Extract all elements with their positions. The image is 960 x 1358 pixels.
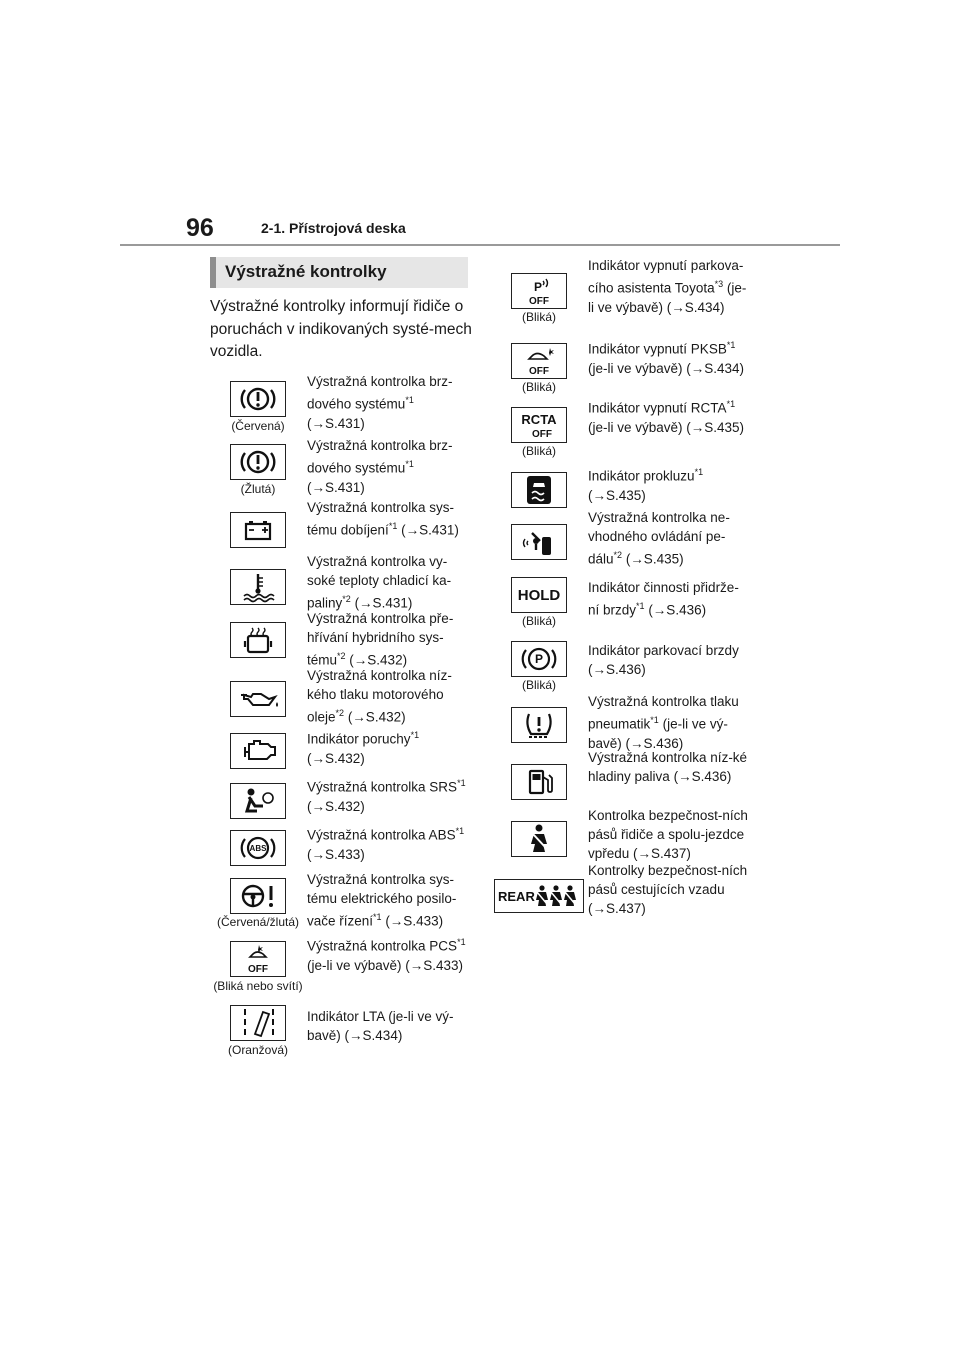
warning-description: Výstražná kontrolka ABS$^{*1}$ (→S.433) xyxy=(307,826,465,862)
svg-text:ABS: ABS xyxy=(249,844,267,853)
section-title: 2-1. Přístrojová deska xyxy=(261,220,406,236)
check-engine-icon xyxy=(230,733,286,769)
warning-description: Výstražná kontrolka PCS$^{*1}$ (je-li ve výbavě) (→S.433) xyxy=(307,937,466,973)
warning-description: Výstražná kontrolka níz-kého tlaku motorového oleje$^{*2}$ (→S.432) xyxy=(307,668,452,725)
parking-brake-icon xyxy=(511,641,567,677)
warning-description: Indikátor vypnutí PKSB$^{*1}$ (je-li ve výbavě) (→S.434) xyxy=(588,340,745,376)
svg-text:REAR: REAR xyxy=(498,889,535,904)
warning-description: Výstražná kontrolka pře-hřívání hybridního sys-tému$^{*2}$ (→S.432) xyxy=(307,611,454,668)
warning-description: Kontrolka bezpečnost-ních pásů řidiče a spolu-jezdce vpředu (→S.437) xyxy=(588,808,748,861)
icon-caption: (Žlutá) xyxy=(240,482,276,496)
warning-description: Výstražná kontrolka níz-ké hladiny paliva (→S.436) xyxy=(588,750,748,784)
warning-description: Výstražná kontrolka vy-soké teploty chladicí ka-paliny$^{*2}$ (→S.431) xyxy=(307,554,452,611)
power-steering-icon xyxy=(230,878,286,914)
seatbelt-front-icon xyxy=(511,821,567,857)
section-heading xyxy=(210,257,468,288)
tire-pressure-icon xyxy=(511,707,567,743)
icon-caption: (Bliká) xyxy=(521,380,556,394)
warning-description: Výstražná kontrolka brz-dového systému$^{*1}$ (→S.431) xyxy=(307,374,453,431)
warning-description: Výstražná kontrolka SRS$^{*1}$ (→S.432) xyxy=(307,778,466,814)
icon-caption: (Bliká nebo svítí) xyxy=(213,979,303,993)
warning-description: Indikátor poruchy$^{*1}$ (→S.432) xyxy=(307,730,420,766)
warning-description: Indikátor vypnutí RCTA$^{*1}$ (je-li ve výbavě) (→S.435) xyxy=(588,399,745,435)
coolant-temperature-icon xyxy=(230,569,286,605)
icon-caption: (Červená/žlutá) xyxy=(216,915,300,929)
warning-description: Výstražná kontrolka tlaku pneumatik$^{*1}$ (je-li ve vý-bavě) (→S.436) xyxy=(588,694,739,751)
seatbelt-rear-icon xyxy=(494,879,584,913)
icon-caption: (Bliká) xyxy=(521,444,556,458)
warning-description: Výstražná kontrolka brz-dového systému$^{*1}$ (→S.431) xyxy=(307,438,453,495)
svg-text:RCTA: RCTA xyxy=(521,412,557,427)
brake-hold-icon xyxy=(511,577,567,613)
brake-warning-icon xyxy=(230,381,286,417)
pksb-off-icon xyxy=(511,343,567,379)
heading-text: Výstražné kontrolky xyxy=(225,262,387,281)
fuel-icon xyxy=(511,764,567,800)
svg-text:OFF: OFF xyxy=(529,296,549,307)
svg-text:OFF: OFF xyxy=(248,964,268,975)
icon-caption: (Bliká) xyxy=(521,678,556,692)
battery-icon xyxy=(230,512,286,548)
header-rule xyxy=(120,244,840,246)
oil-pressure-icon xyxy=(230,681,286,717)
slip-indicator-icon xyxy=(511,472,567,508)
pcs-off-icon xyxy=(230,941,286,977)
warning-description: Výstražná kontrolka sys-tému elektrického posilo-vače řízení$^{*1}$ (→S.433) xyxy=(307,872,457,929)
svg-text:HOLD: HOLD xyxy=(517,587,561,604)
warning-description: Indikátor parkovací brzdy (→S.436) xyxy=(588,643,739,677)
warning-description: Indikátor vypnutí parkova-cího asistenta Toyota$^{*3}$ (je-li ve výbavě) (→S.434) xyxy=(588,258,747,315)
srs-airbag-icon xyxy=(230,783,286,819)
page-number: 96 xyxy=(186,214,214,242)
svg-text:P: P xyxy=(534,652,544,666)
abs-icon xyxy=(230,830,286,866)
hybrid-overheat-icon xyxy=(230,622,286,658)
warning-description: Indikátor činnosti přidrže-ní brzdy$^{*1}$ (→S.436) xyxy=(588,580,739,618)
warning-description: Kontrolky bezpečnost-ních pásů cestujících vzadu (→S.437) xyxy=(588,863,748,916)
icon-caption: (Bliká) xyxy=(521,614,556,628)
rcta-off-icon xyxy=(511,407,567,443)
parking-assist-off-icon xyxy=(511,273,567,309)
svg-text:OFF: OFF xyxy=(529,366,549,377)
warning-description: Výstražná kontrolka ne-vhodného ovládání pe-dálu$^{*2}$ (→S.435) xyxy=(588,510,730,567)
svg-text:OFF: OFF xyxy=(532,429,552,440)
warning-description: Indikátor prokluzu$^{*1}$ (→S.435) xyxy=(588,467,704,503)
lta-icon xyxy=(230,1005,286,1041)
icon-caption: (Červená) xyxy=(231,419,285,433)
intro-paragraph: Výstražné kontrolky informují řidiče o poruchách v indikovaných systé-mech vozidla. xyxy=(210,298,472,360)
warning-description: Výstražná kontrolka sys-tému dobíjení$^{*1}$ (→S.431) xyxy=(307,500,459,538)
icon-caption: (Oranžová) xyxy=(227,1043,289,1057)
brake-warning-icon xyxy=(230,444,286,480)
pedal-misuse-icon xyxy=(511,524,567,560)
icon-caption: (Bliká) xyxy=(521,310,556,324)
svg-text:P: P xyxy=(534,280,543,294)
warning-description: Indikátor LTA (je-li ve vý-bavě) (→S.434) xyxy=(307,1009,454,1043)
